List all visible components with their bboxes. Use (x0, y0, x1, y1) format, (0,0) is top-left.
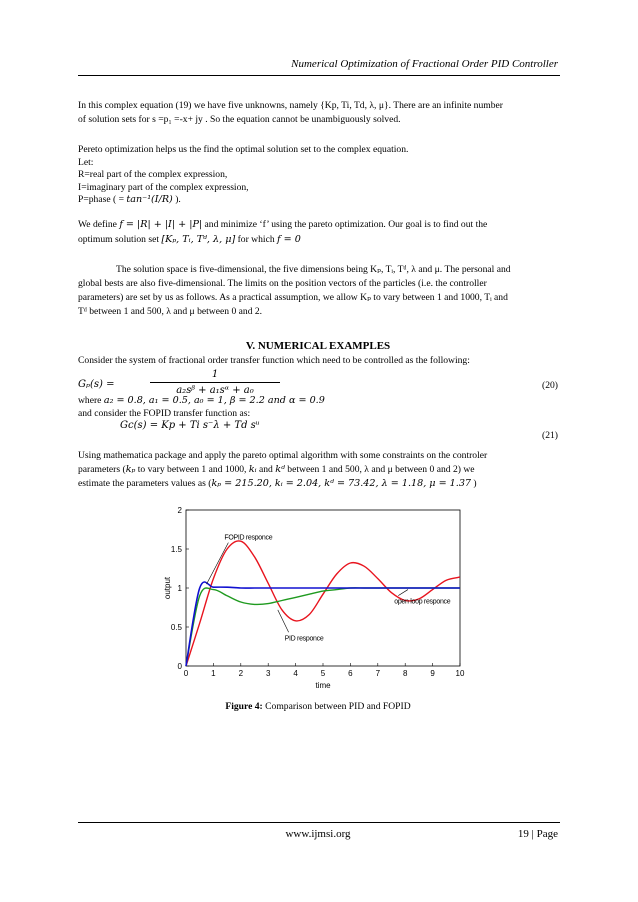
y-tick-label: 0.5 (170, 623, 182, 632)
text-line: of solution sets for s =p₁ =-x+ jy . So the equation cannot be unambiguously solved. (78, 114, 401, 125)
paragraph-pareto (78, 144, 558, 207)
x-tick-label: 2 (238, 669, 244, 678)
text-line: parameters (kₚ to vary between 1 and 1000, kᵢ and kᵈ between 1 and 500, λ and μ between 0 and 2) we (78, 464, 475, 475)
estimated-values: kₚ = 215.20, kᵢ = 2.04, kᵈ = 73.42, λ = 1.18, μ = 1.37 (211, 478, 472, 489)
text-line: global bests are also five-dimensional. The limits on the position vectors of the particles (i.e. the controller (78, 278, 487, 289)
x-tick-label: 10 (455, 669, 465, 678)
text-line: In this complex equation (19) we have five unknowns, namely {Kp, Ti, Td, λ, μ}. There are an infinite number (78, 100, 503, 111)
x-tick-label: 1 (211, 669, 216, 678)
y-tick-label: 1 (177, 584, 182, 593)
phase-formula: tan⁻¹(I/R) (126, 194, 173, 205)
text-line: R=real part of the complex expression, (78, 169, 228, 180)
response-chart (160, 500, 480, 700)
footer-rule (78, 822, 560, 823)
figure-caption: Figure 4: Comparison between PID and FOPID (225, 701, 411, 712)
annotation-label: open loop responce (394, 598, 451, 606)
x-axis-label: time (315, 681, 331, 690)
solution-set-formula: [Kₚ, Tᵢ, Tᵈ, λ, μ] (161, 234, 236, 245)
y-tick-label: 0 (177, 662, 182, 671)
objective-formula: f = |R| + |I| + |P| (119, 219, 203, 230)
x-tick-label: 8 (402, 669, 408, 678)
text-line: The solution space is five-dimensional, the five dimensions being Kₚ, Tᵢ, Tᵈ, λ and μ. The personal and (116, 264, 511, 275)
equation-20-number: (20) (542, 380, 558, 391)
x-tick-label: 7 (375, 669, 381, 678)
footer-page: 19 | Page (517, 828, 558, 840)
annotation-label: PID responce (284, 635, 324, 643)
text-line: P=phase ( = tan⁻¹(I/R) ). (78, 194, 181, 205)
text-line: We define f = |R| + |I| + |P| and minimize ‘f’ using the pareto optimization. Our goal is to find out the (78, 219, 488, 230)
annotation-label: FOPID responce (224, 534, 273, 542)
text-line: optimum solution set [Kₚ, Tᵢ, Tᵈ, λ, μ] for which f = 0 (78, 234, 301, 245)
x-tick-label: 3 (265, 669, 271, 678)
running-header: Numerical Optimization of Fractional Order PID Controller (291, 58, 558, 70)
text-line: Let: (78, 156, 94, 168)
examples-intro: Consider the system of fractional order transfer function which need to be controlled as the following: (78, 355, 470, 366)
where-line: where a₂ = 0.8, a₁ = 0.5, a₀ = 1, β = 2.2 and α = 0.9 (78, 395, 325, 406)
footer-url: www.ijmsi.org (285, 828, 351, 840)
x-tick-label: 9 (430, 669, 435, 678)
header-rule (78, 75, 560, 76)
x-tick-label: 4 (293, 669, 298, 678)
text-line: Pereto optimization helps us the find the optimal solution set to the complex equation. (78, 144, 409, 155)
fraction-bar (150, 382, 280, 383)
equation-21-number: (21) (542, 430, 558, 441)
text-line: Tᵈ between 1 and 500, λ and μ between 0 and 2. (78, 306, 263, 317)
text-line: estimate the parameters values as (kₚ = 215.20, kᵢ = 2.04, kᵈ = 73.42, λ = 1.18, μ = 1.37 ) (78, 478, 477, 489)
y-tick-label: 2 (177, 506, 182, 515)
x-tick-label: 5 (320, 669, 326, 678)
paragraph-unknowns (78, 99, 558, 127)
paragraph-estimate (78, 449, 558, 491)
x-tick-label: 6 (348, 669, 353, 678)
text-line: Using mathematica package and apply the pareto optimal algorithm with some constraints on the controler (78, 450, 488, 461)
equation-21: Gc(s) = Kp + Ti s⁻λ + Td sᵘ (120, 420, 260, 431)
y-axis-label: output (163, 576, 172, 600)
y-tick-label: 1.5 (170, 545, 182, 554)
paragraph-solution-space (78, 263, 558, 319)
section-title: V. NUMERICAL EXAMPLES (245, 340, 391, 352)
consider-line: and consider the FOPID transfer function as: (78, 408, 251, 419)
text-line: parameters) are set by us as follows. As a practical assumption, we allow Kₚ to vary between 1 and 1000, Tᵢ and (78, 292, 508, 303)
paragraph-definition (78, 217, 558, 247)
x-tick-label: 0 (183, 669, 189, 678)
text-line: I=imaginary part of the complex expression, (78, 181, 249, 193)
zero-formula: f = 0 (277, 234, 301, 245)
